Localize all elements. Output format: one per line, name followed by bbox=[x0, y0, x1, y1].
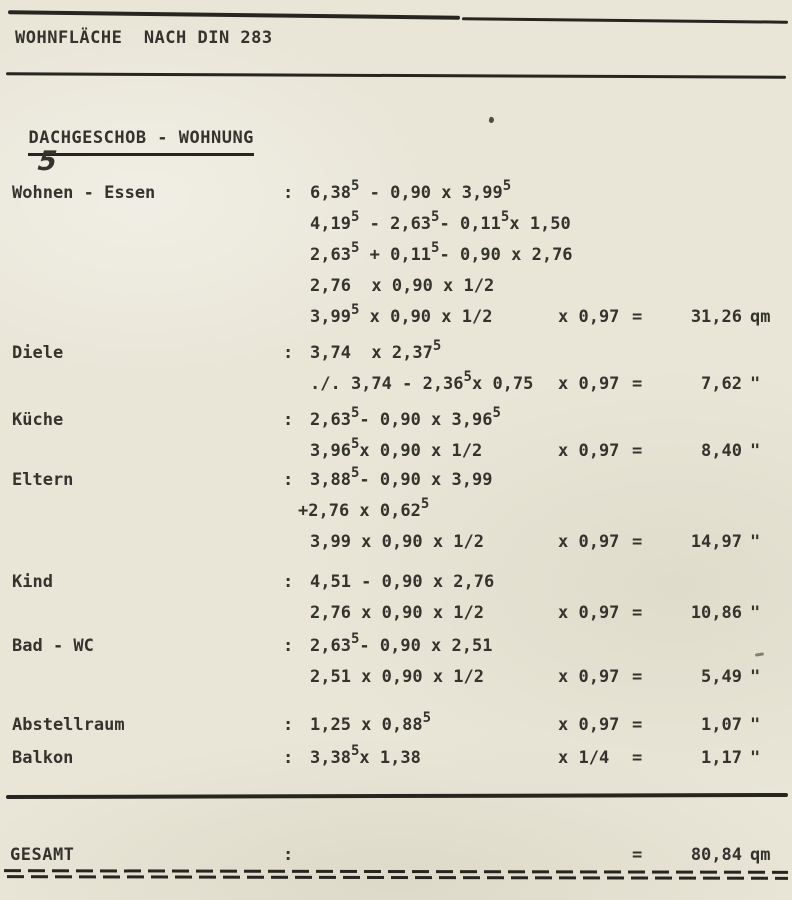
calc-line bbox=[0, 706, 792, 737]
calc-line bbox=[0, 432, 792, 463]
total-unit: qm bbox=[750, 845, 771, 865]
room-label: Kind bbox=[12, 572, 53, 592]
formula: 3,99$^5$ x 0,90 x 1/2 bbox=[310, 302, 493, 327]
page-title: WOHNFLÄCHE NACH DIN 283 bbox=[15, 28, 273, 48]
result-unit: " bbox=[750, 748, 761, 768]
colon: : bbox=[283, 636, 294, 656]
result-unit: " bbox=[750, 603, 761, 623]
superscript-half: 5 bbox=[500, 209, 510, 225]
calc-line bbox=[0, 236, 792, 267]
equals-sign: = bbox=[632, 307, 643, 327]
room-label: Balkon bbox=[12, 748, 74, 768]
formula: 2,51 x 0,90 x 1/2 bbox=[310, 667, 484, 687]
result-value: 5,49 bbox=[701, 667, 742, 687]
calc-line bbox=[0, 594, 792, 625]
equals-sign: = bbox=[632, 441, 643, 461]
formula: 3,96$^5$x 0,90 x 1/2 bbox=[310, 436, 483, 461]
equals-sign: = bbox=[632, 845, 643, 865]
room-block-abstellraum bbox=[0, 706, 792, 737]
calc-line bbox=[0, 174, 792, 205]
calc-line bbox=[0, 523, 792, 554]
calc-line bbox=[0, 298, 792, 329]
formula: 1,25 x 0,88$^5$ bbox=[310, 710, 432, 735]
colon: : bbox=[283, 572, 294, 592]
colon: : bbox=[283, 748, 294, 768]
calc-line bbox=[0, 365, 792, 396]
superscript-half: 5 bbox=[492, 405, 501, 421]
superscript-half: 5 bbox=[431, 240, 440, 256]
factor: x 0,97 bbox=[558, 374, 620, 394]
colon: : bbox=[283, 470, 294, 490]
superscript-half: 5 bbox=[350, 436, 360, 452]
factor: x 0,97 bbox=[558, 307, 620, 327]
formula: 4,19$^5$ - 2,63$^5$- 0,11$^5$x 1,50 bbox=[310, 209, 571, 234]
top-rule-right-segment bbox=[462, 17, 788, 23]
formula: +2,76 x 0,62$^5$ bbox=[298, 496, 430, 521]
result-unit: " bbox=[750, 715, 761, 735]
calc-line bbox=[0, 627, 792, 658]
room-block-eltern bbox=[0, 461, 792, 554]
calc-line bbox=[0, 563, 792, 594]
colon: : bbox=[283, 410, 294, 430]
formula: 3,99 x 0,90 x 1/2 bbox=[310, 532, 484, 552]
result-value: 8,40 bbox=[701, 441, 742, 461]
superscript-half: 5 bbox=[431, 209, 440, 225]
superscript-half: 5 bbox=[350, 178, 360, 194]
superscript-half: 5 bbox=[350, 209, 360, 225]
equals-sign: = bbox=[632, 532, 643, 552]
result-value: 7,62 bbox=[701, 374, 742, 394]
room-label: Eltern bbox=[12, 470, 74, 490]
formula: 3,38$^5$x 1,38 bbox=[310, 743, 421, 768]
result-value: 1,07 bbox=[701, 715, 742, 735]
header-divider-rule bbox=[6, 72, 786, 78]
calc-line bbox=[0, 267, 792, 298]
formula: 6,38$^5$ - 0,90 x 3,99$^5$ bbox=[310, 178, 512, 203]
equals-sign: = bbox=[632, 374, 643, 394]
formula: 3,74 x 2,37$^5$ bbox=[310, 338, 442, 363]
factor: x 1/4 bbox=[558, 748, 610, 768]
total-row bbox=[0, 836, 792, 870]
result-value: 31,26 bbox=[690, 307, 742, 327]
result-unit: qm bbox=[750, 307, 771, 327]
calc-line bbox=[0, 739, 792, 770]
room-label: Bad - WC bbox=[12, 636, 94, 656]
result-value: 10,86 bbox=[690, 603, 742, 623]
top-rule-left-segment bbox=[8, 10, 460, 20]
factor: x 0,97 bbox=[558, 603, 620, 623]
equals-sign: = bbox=[632, 667, 643, 687]
superscript-half: 5 bbox=[350, 302, 360, 318]
calc-line bbox=[0, 461, 792, 492]
room-block-wohnen-essen bbox=[0, 174, 792, 329]
superscript-half: 5 bbox=[350, 405, 360, 421]
formula: 2,63$^5$- 0,90 x 3,96$^5$ bbox=[310, 405, 501, 430]
total-value: 80,84 bbox=[690, 845, 742, 865]
calc-line bbox=[0, 658, 792, 689]
calc-line bbox=[0, 334, 792, 365]
ink-speck bbox=[488, 116, 495, 123]
result-unit: " bbox=[750, 441, 761, 461]
calc-line bbox=[0, 401, 792, 432]
colon: : bbox=[283, 845, 294, 865]
total-label: GESAMT bbox=[10, 845, 75, 865]
equals-sign: = bbox=[632, 748, 643, 768]
equals-sign: = bbox=[632, 603, 643, 623]
superscript-half: 5 bbox=[463, 369, 472, 385]
superscript-half: 5 bbox=[420, 496, 430, 512]
room-block-diele bbox=[0, 334, 792, 396]
colon: : bbox=[283, 183, 294, 203]
superscript-half: 5 bbox=[350, 465, 360, 481]
room-block-bad-wc bbox=[0, 627, 792, 689]
section-title: DACHGESCHOB - WOHNUNG bbox=[28, 128, 253, 156]
superscript-half: 5 bbox=[432, 338, 442, 354]
factor: x 0,97 bbox=[558, 441, 620, 461]
colon: : bbox=[283, 343, 294, 363]
room-block-balkon bbox=[0, 739, 792, 770]
result-value: 14,97 bbox=[690, 532, 742, 552]
formula: 3,88$^5$- 0,90 x 3,99 bbox=[310, 465, 493, 490]
equals-sign: = bbox=[632, 715, 643, 735]
superscript-half: 5 bbox=[422, 710, 432, 726]
calc-line bbox=[0, 205, 792, 236]
double-dashed-rule bbox=[4, 868, 788, 882]
superscript-half: 5 bbox=[350, 240, 360, 256]
formula: $2,63^5 + 0,11^5-$ 0,90 x 2,76 bbox=[310, 240, 573, 265]
result-unit: " bbox=[750, 667, 761, 687]
room-label: Abstellraum bbox=[12, 715, 125, 735]
room-label: Diele bbox=[12, 343, 64, 363]
formula: ./. 3,74 - 2,36$^5$x 0,75 bbox=[310, 369, 534, 394]
superscript-half: 5 bbox=[502, 178, 512, 194]
section-heading bbox=[8, 108, 254, 179]
formula: 4,51 - 0,90 x 2,76 bbox=[310, 572, 495, 592]
section-number-handwritten: 5 bbox=[36, 146, 59, 177]
factor: x 0,97 bbox=[558, 532, 620, 552]
result-unit: " bbox=[750, 374, 761, 394]
calc-line bbox=[0, 492, 792, 523]
total-divider-rule bbox=[6, 793, 788, 799]
result-value: 1,17 bbox=[701, 748, 742, 768]
superscript-half: 5 bbox=[350, 743, 360, 759]
room-label: Küche bbox=[12, 410, 64, 430]
room-block-kind bbox=[0, 563, 792, 625]
room-block-küche bbox=[0, 401, 792, 463]
room-label: Wohnen - Essen bbox=[12, 183, 156, 203]
formula: 2,76 x 0,90 x 1/2 bbox=[310, 603, 484, 623]
colon: : bbox=[283, 715, 294, 735]
result-unit: " bbox=[750, 532, 761, 552]
factor: x 0,97 bbox=[558, 667, 620, 687]
superscript-half: 5 bbox=[350, 631, 360, 647]
factor: x 0,97 bbox=[558, 715, 620, 735]
formula: 2,76 x 0,90 x 1/2 bbox=[310, 276, 495, 296]
formula: 2,63$^5$- 0,90 x 2,51 bbox=[310, 631, 493, 656]
